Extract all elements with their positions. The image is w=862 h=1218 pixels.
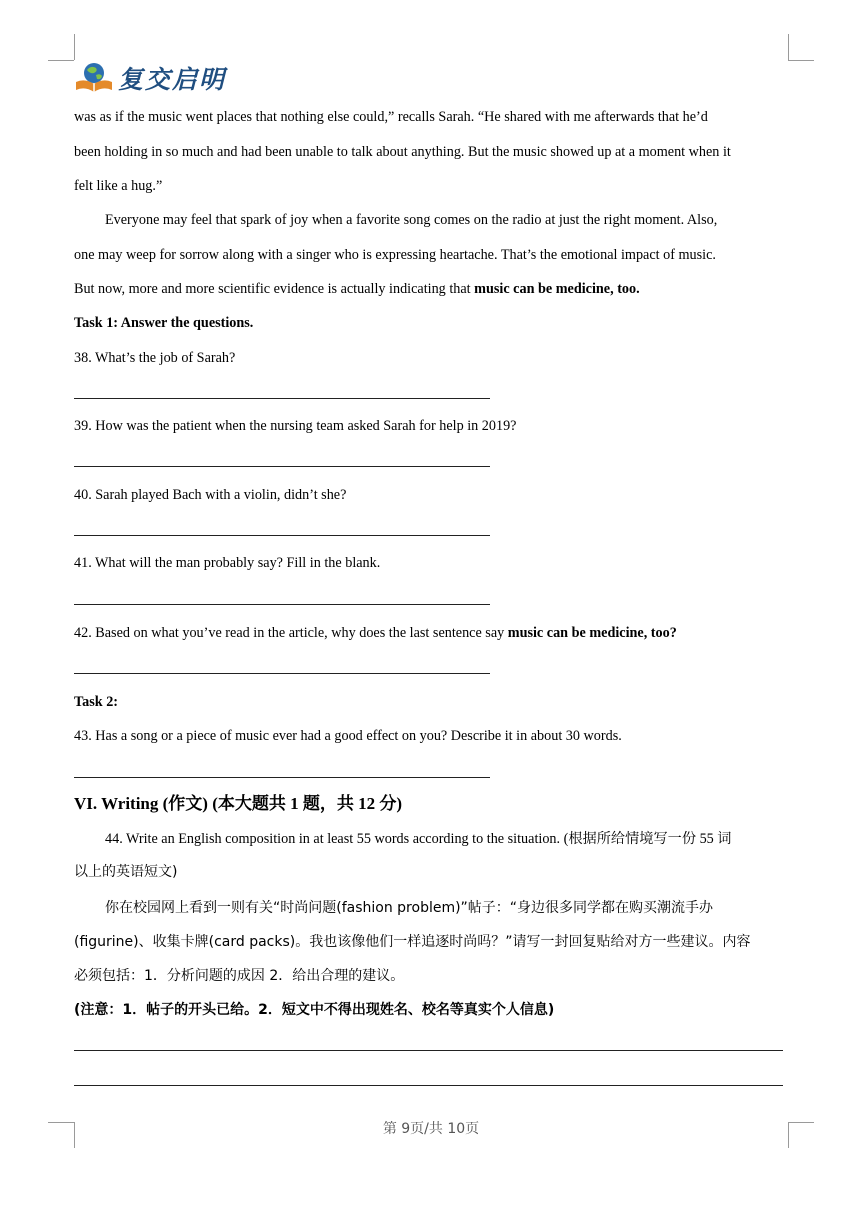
answer-line-40[interactable] xyxy=(74,535,490,536)
answer-line-42[interactable] xyxy=(74,673,490,674)
composition-line[interactable] xyxy=(74,1050,783,1051)
writing-prompt: 你在校园网上看到一则有关“时尚问题(fashion problem)”帖子：“身边很多同学都在购买潮流手办 xyxy=(105,900,714,916)
passage-line: Everyone may feel that spark of joy when a favorite song comes on the radio at just the right moment. Also, xyxy=(105,212,718,228)
task2-title: Task 2: xyxy=(74,694,119,710)
question-44-cont: 以上的英语短文) xyxy=(74,864,178,880)
writing-prompt: 必须包括：1．分析问题的成因 2．给出合理的建议。 xyxy=(74,968,405,984)
passage-emphasis: music can be medicine, too. xyxy=(474,281,640,297)
logo-text: 复交启明 xyxy=(118,65,227,94)
passage-line: felt like a hug.” xyxy=(74,178,163,194)
crop-mark-top-left xyxy=(74,34,75,60)
passage-line xyxy=(74,279,640,299)
passage-line: was as if the music went places that nothing else could,” recalls Sarah. “He shared with me afterwards that he’d xyxy=(74,109,708,125)
passage-line: been holding in so much and had been unable to talk about anything. But the music showed up at a moment when it xyxy=(74,144,731,160)
question-38: 38. What’s the job of Sarah? xyxy=(74,350,236,366)
page-number: 第 9页/共 10页 xyxy=(382,1121,480,1137)
question-43: 43. Has a song or a piece of music ever had a good effect on you? Describe it in about 30 words. xyxy=(74,728,622,744)
writing-note: (注意：1．帖子的开头已给。2．短文中不得出现姓名、校名等真实个人信息) xyxy=(74,1002,555,1018)
composition-line[interactable] xyxy=(74,1085,783,1086)
answer-line-43[interactable] xyxy=(74,777,490,778)
writing-prompt: (figurine)、收集卡牌(card packs)。我也该像他们一样追逐时尚吗？”请写一封回复贴给对方一些建议。内容 xyxy=(74,934,751,950)
question-40: 40. Sarah played Bach with a violin, didn’t she? xyxy=(74,487,347,503)
passage-text: But now, more and more scientific evidence is actually indicating that xyxy=(74,281,475,297)
section-heading-writing: VI. Writing (作文) (本大题共 1 题，共 12 分) xyxy=(74,794,403,813)
question-42 xyxy=(74,623,677,643)
passage-line: one may weep for sorrow along with a singer who is expressing heartache. That’s the emotional impact of music. xyxy=(74,247,716,263)
answer-line-38[interactable] xyxy=(74,398,490,399)
question-42-emphasis: music can be medicine, too? xyxy=(507,625,677,641)
question-42-text: 42. Based on what you’ve read in the article, why does the last sentence say xyxy=(74,625,508,641)
book-globe-icon xyxy=(74,60,114,96)
crop-mark-top-left-h xyxy=(48,60,74,61)
answer-line-39[interactable] xyxy=(74,466,490,467)
header-logo xyxy=(74,60,226,96)
crop-mark-top-right xyxy=(788,34,789,60)
question-41: 41. What will the man probably say? Fill in the blank. xyxy=(74,555,381,571)
task1-title: Task 1: Answer the questions. xyxy=(74,315,254,331)
question-44: 44. Write an English composition in at least 55 words according to the situation. (根据所给情境写一份 55 词 xyxy=(105,831,732,847)
answer-line-41[interactable] xyxy=(74,604,490,605)
question-39: 39. How was the patient when the nursing team asked Sarah for help in 2019? xyxy=(74,418,517,434)
crop-mark-top-right-h xyxy=(788,60,814,61)
